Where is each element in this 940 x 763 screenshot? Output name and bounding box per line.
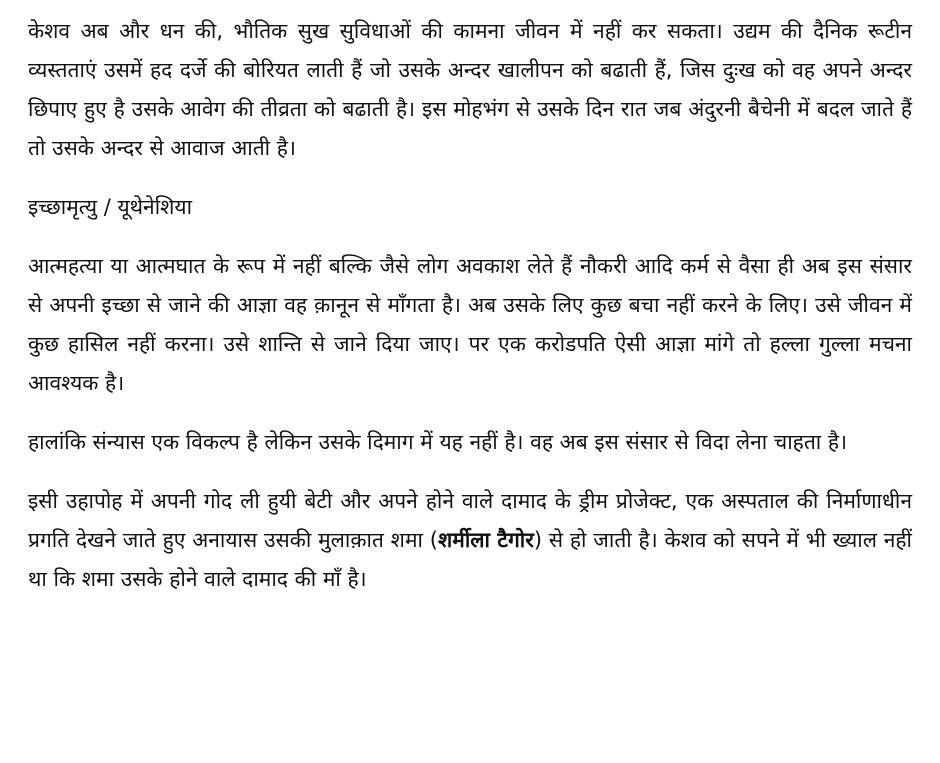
paragraph-text-start: इसी उहापोह में अपनी गोद ली हुयी बेटी और अपने होने वाले दामाद के ड्रीम प्रोजेक्ट, एक अस्पताल की निर्माणाधीन प्रगति देखने जाते हुए अनायास उसकी मुलाक़ात शमा (: [28, 489, 912, 552]
paragraph-text-end: ) से हो जाती है। केशव को सपने में भी ख्याल नहीं था कि शमा उसके होने वाले दामाद की माँ है।: [28, 528, 912, 591]
paragraph-sanyas-option: हालांकि संन्यास एक विकल्प है लेकिन उसके दिमाग में यह नहीं है। वह अब इस संसार से विदा लेना चाहता है।: [28, 430, 848, 454]
paragraph-euthanasia-request: आत्महत्या या आत्मघात के रूप में नहीं बल्कि जैसे लोग अवकाश लेते हैं नौकरी आदि कर्म से वैसा ही अब इस संसार से अपनी इच्छा से जाने की आज्ञा वह क़ानून से माँगता है। अब उसके लिए कुछ बचा नहीं करने के लिए। उसे जीवन में कुछ हासिल नहीं करना। उसे शान्ति से जाने दिया जाए। पर एक करोडपति ऐसी आज्ञा मांगे तो हल्ला गुल्ला मचना आवश्यक है।: [28, 254, 912, 395]
actor-name-bold: शर्मीला टैगोर: [437, 528, 534, 552]
document-body: [28, 12, 912, 619]
paragraph-keshav-intro: केशव अब और धन की, भौतिक सुख सुविधाओं की कामना जीवन में नहीं कर सकता। उद्यम की दैनिक रूटीन व्यस्तताएं उसमें हद दर्जे की बोरियत लाती हैं जो उसके अन्दर खालीपन को बढाती हैं, जिस दुःख को वह अपने अन्दर छिपाए हुए है उसके आवेग की तीव्रता को बढाती है। इस मोहभंग से उसके दिन रात जब अंदुरनी बैचेनी में बदल जाते हैं तो उसके अन्दर से आवाज आती है।: [28, 19, 912, 160]
section-heading-euthanasia: इच्छामृत्यु / यूथेनेशिया: [28, 195, 193, 219]
paragraph-meeting-shama: [28, 482, 912, 599]
